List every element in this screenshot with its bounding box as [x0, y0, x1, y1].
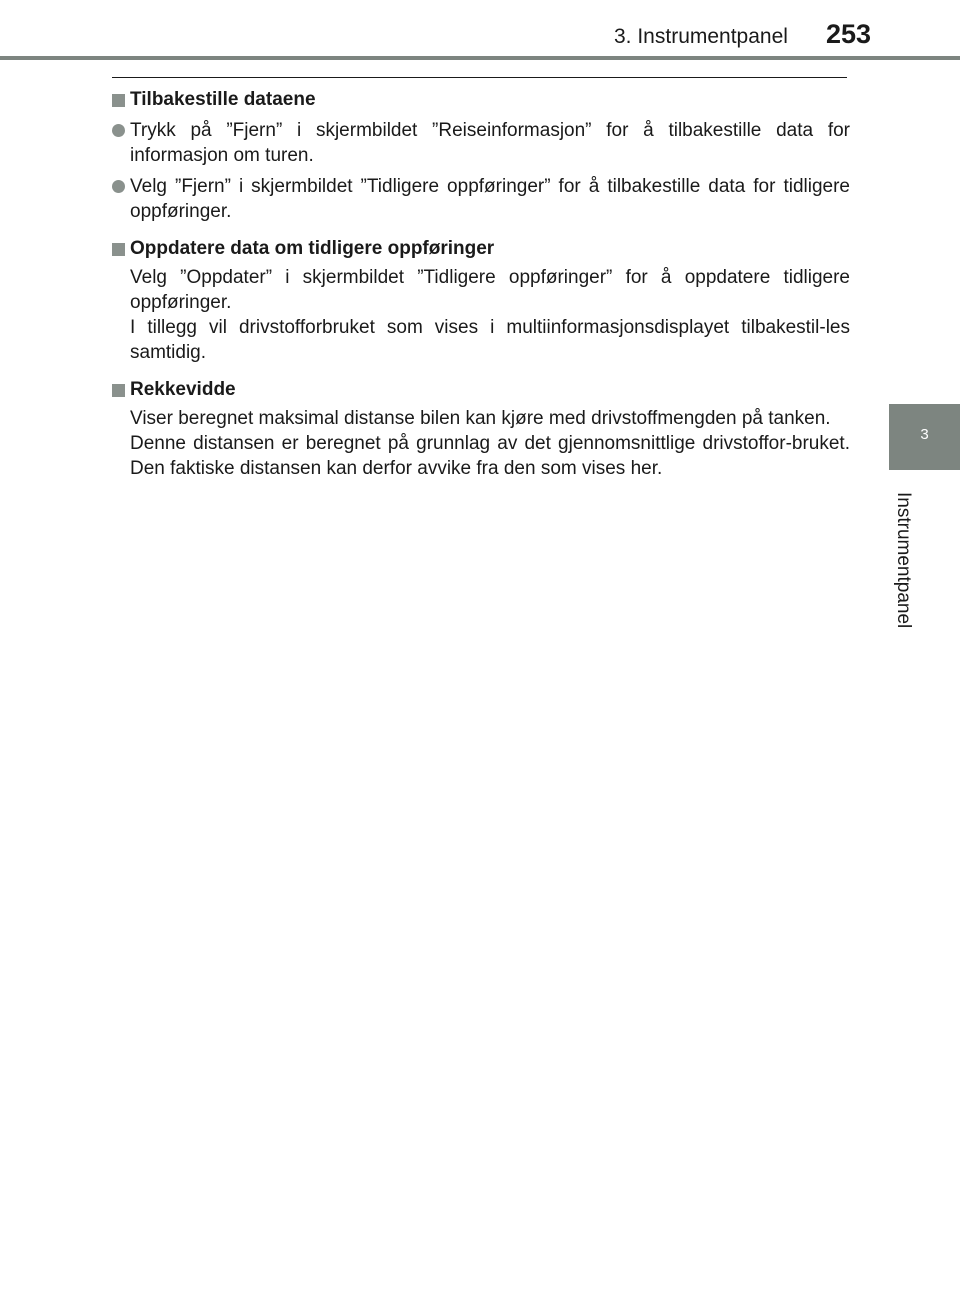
side-tab-number: 3	[920, 426, 929, 443]
section-update-history	[112, 237, 850, 365]
list-item-text: Velg ”Fjern” i skjermbildet ”Tidligere oppføringer” for å tilbakestille data for tidligere oppføringer.	[130, 176, 850, 222]
section-heading	[112, 88, 850, 112]
page-content	[112, 88, 850, 488]
page-number: 253	[826, 19, 872, 49]
section-range	[112, 378, 850, 481]
side-tab-label	[893, 492, 933, 652]
body-paragraph-text: Viser beregnet maksimal distanse bilen kan kjøre med drivstoffmengden på tanken.	[130, 408, 831, 429]
body-paragraph-text: Denne distansen er beregnet på grunnlag av det gjennomsnittlige drivstoffor-bruket. Den faktiske distansen kan derfor avvike fra den som vises her.	[130, 433, 850, 479]
list-item	[112, 118, 850, 168]
square-bullet-icon	[112, 94, 125, 107]
section-heading	[112, 378, 850, 402]
body-paragraph	[112, 265, 850, 365]
list-item	[112, 174, 850, 224]
body-paragraph-text: I tillegg vil drivstofforbruket som vises i multiinformasjonsdisplayet tilbakestil-les samtidig.	[130, 317, 850, 363]
section-heading	[112, 237, 850, 261]
circle-bullet-icon	[112, 180, 125, 193]
body-paragraph	[112, 406, 850, 481]
section-heading-text: Oppdatere data om tidligere oppføringer	[130, 238, 495, 259]
content-top-rule	[112, 77, 847, 78]
section-heading-text: Rekkevidde	[130, 379, 236, 400]
chapter-side-tab	[889, 404, 960, 470]
body-paragraph-text: Velg ”Oppdater” i skjermbildet ”Tidligere oppføringer” for å oppdatere tidligere oppføringer.	[130, 267, 850, 313]
list-item-text: Trykk på ”Fjern” i skjermbildet ”Reiseinformasjon” for å tilbakestille data for informasjon om turen.	[130, 120, 850, 166]
square-bullet-icon	[112, 243, 125, 256]
circle-bullet-icon	[112, 124, 125, 137]
side-tab-label-text: Instrumentpanel	[893, 492, 914, 629]
section-heading-text: Tilbakestille dataene	[130, 89, 316, 110]
section-reset-data	[112, 88, 850, 224]
square-bullet-icon	[112, 384, 125, 397]
chapter-title: 3. Instrumentpanel	[614, 25, 788, 48]
header-rule	[0, 56, 960, 60]
